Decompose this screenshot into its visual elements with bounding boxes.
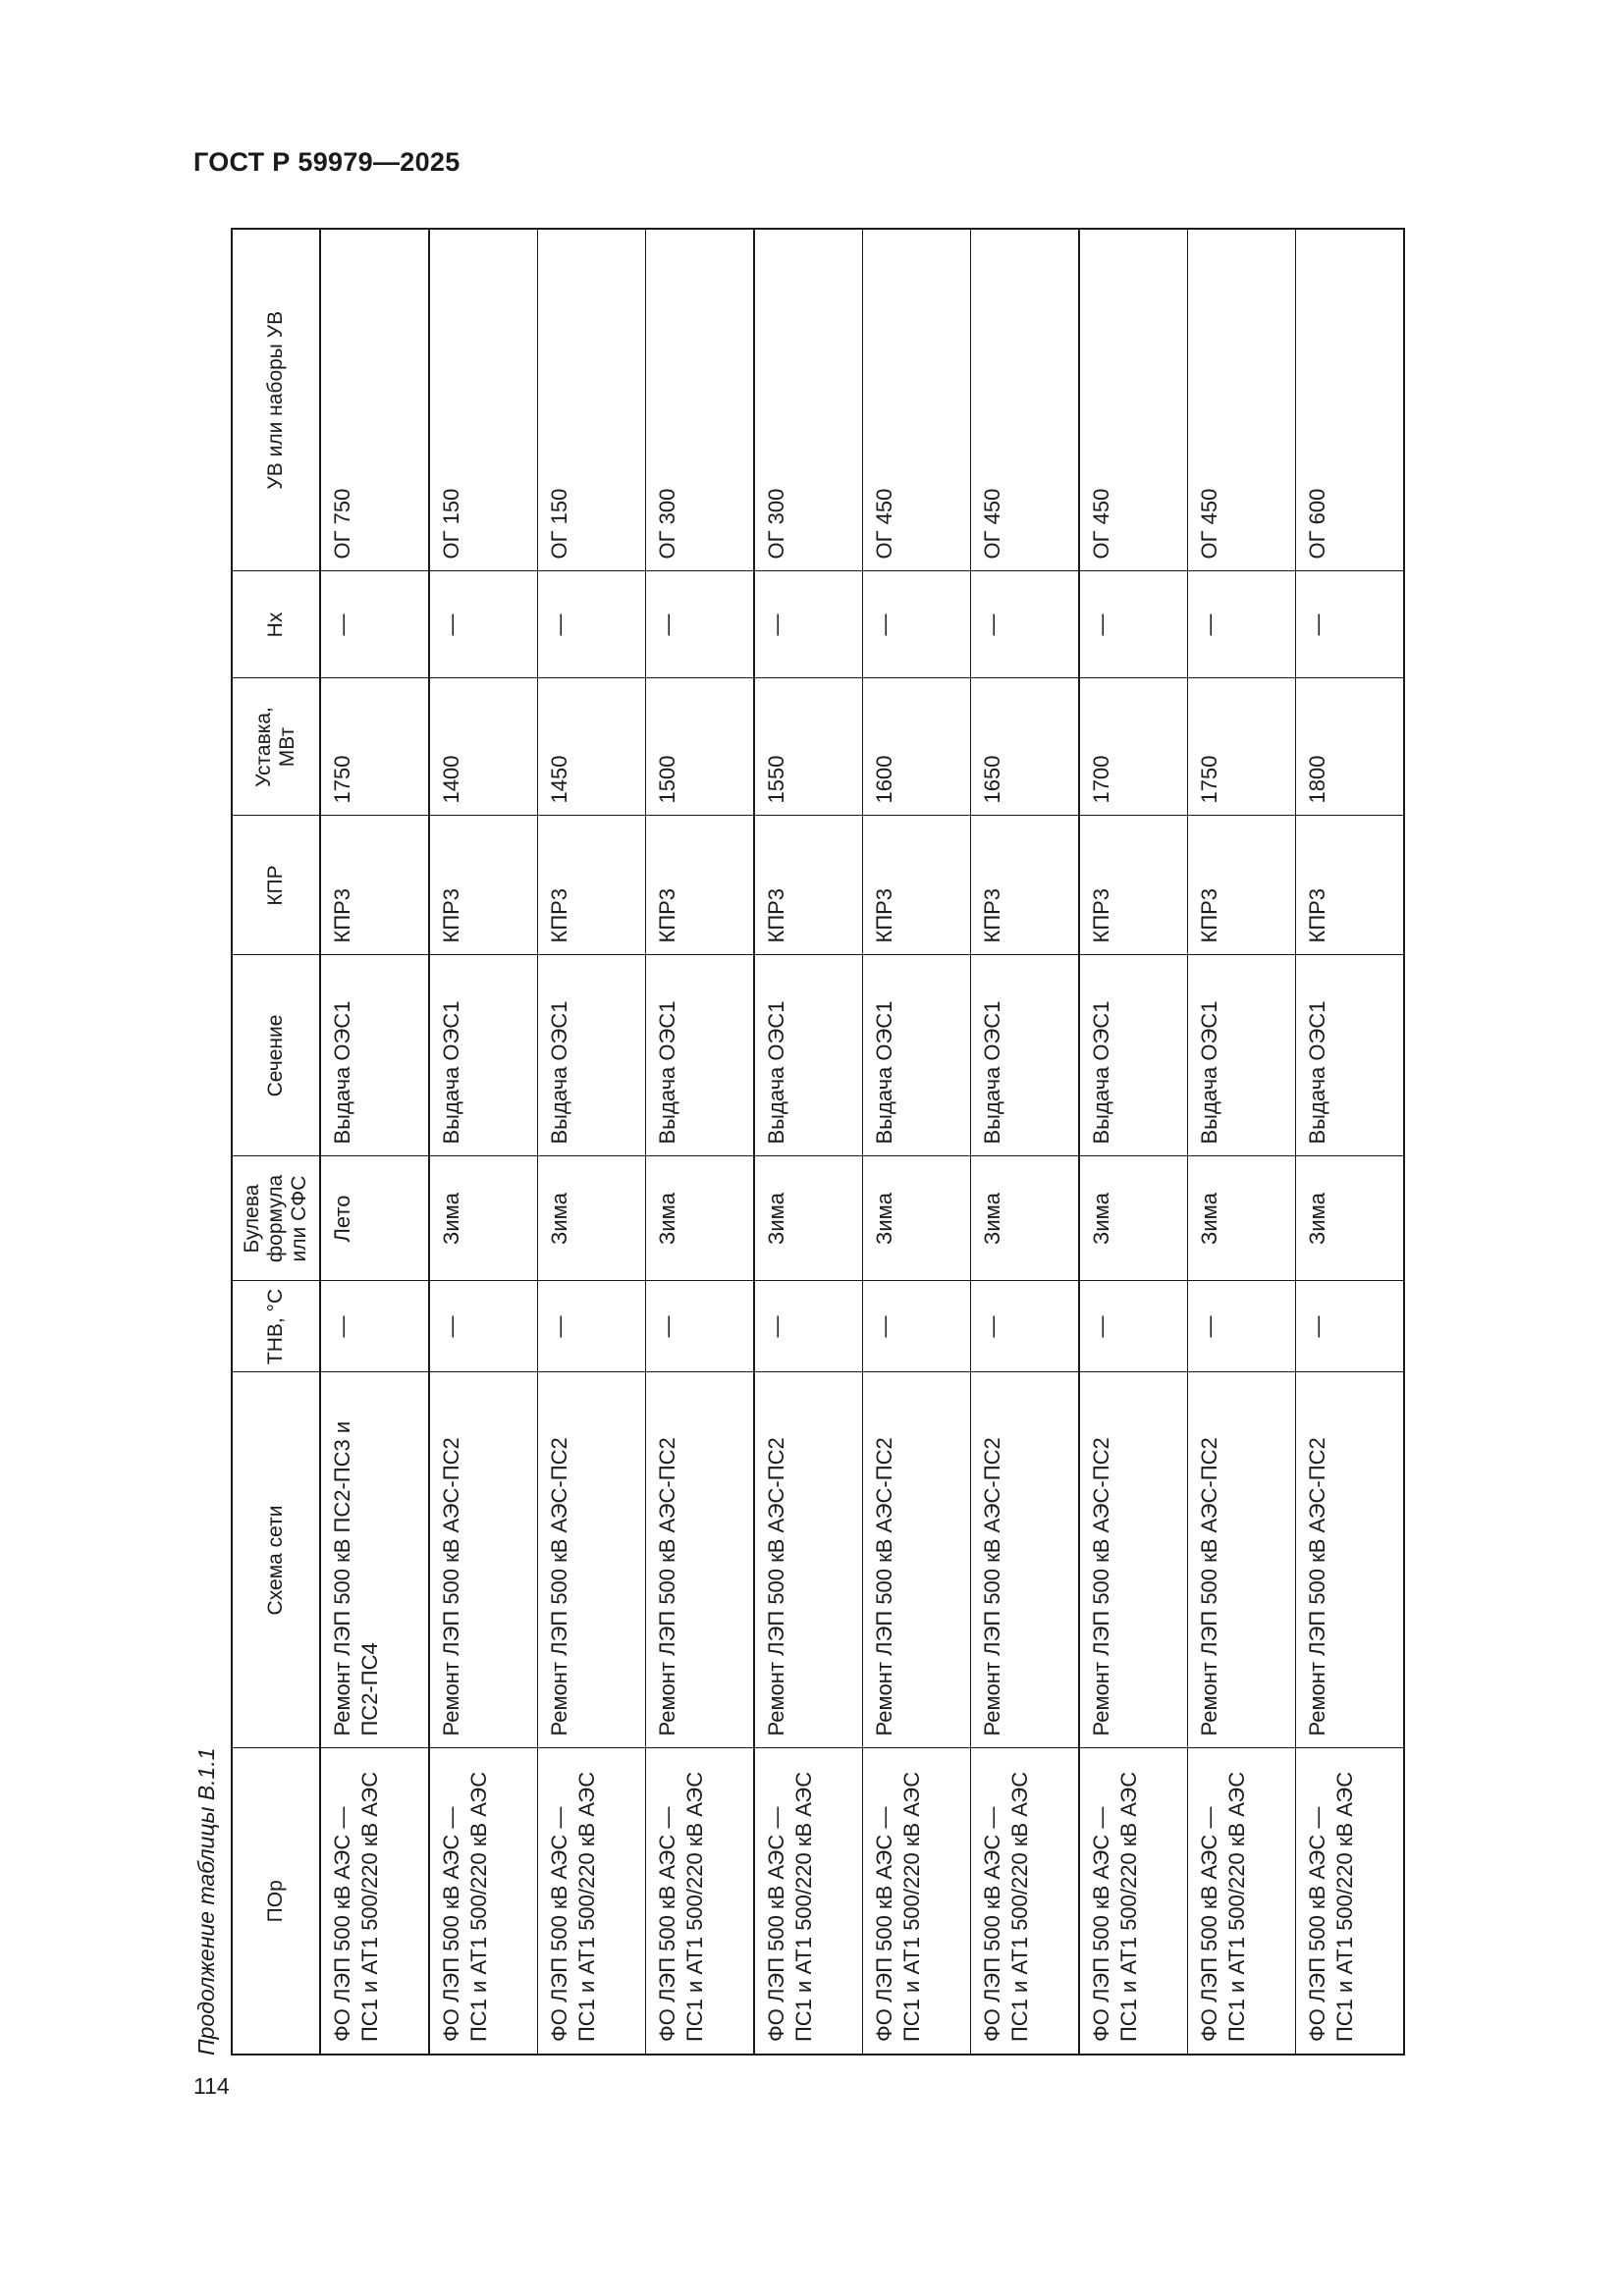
cell-nx: — (320, 571, 429, 678)
table-row (320, 229, 429, 2055)
header-uv: УВ или наборы УВ (232, 229, 320, 571)
cell-kpr: КПР3 (971, 816, 1080, 955)
table-row (863, 229, 971, 2055)
table-row (1079, 229, 1188, 2055)
cell-setpoint: 1400 (429, 678, 538, 816)
cell-scheme: Ремонт ЛЭП 500 кВ АЭС-ПС2 (646, 1372, 755, 1748)
header-setpoint: Уставка, МВт (232, 678, 320, 816)
cell-scheme: Ремонт ЛЭП 500 кВ АЭС-ПС2 (754, 1372, 863, 1748)
table-row (429, 229, 538, 2055)
cell-uv: ОГ 450 (1188, 229, 1296, 571)
cell-setpoint: 1800 (1296, 678, 1405, 816)
header-tnv: ТНВ, °С (232, 1281, 320, 1372)
cell-tnv: — (320, 1281, 429, 1372)
cell-scheme: Ремонт ЛЭП 500 кВ АЭС-ПС2 (538, 1372, 646, 1748)
cell-setpoint: 1650 (971, 678, 1080, 816)
cell-kpr: КПР3 (1079, 816, 1188, 955)
cell-section: Выдача ОЭС1 (971, 955, 1080, 1156)
table-caption: Продолжение таблицы В.1.1 (193, 1747, 219, 2056)
cell-setpoint: 1600 (863, 678, 971, 816)
cell-section: Выдача ОЭС1 (1296, 955, 1405, 1156)
cell-bool-formula: Зима (863, 1156, 971, 1281)
page-number: 114 (193, 2073, 230, 2099)
header-por: ПОр (232, 1748, 320, 2055)
cell-tnv: — (971, 1281, 1080, 1372)
cell-por: ФО ЛЭП 500 кВ АЭС — ПС1 и АТ1 500/220 кВ АЭС (1296, 1748, 1405, 2055)
cell-por: ФО ЛЭП 500 кВ АЭС — ПС1 и АТ1 500/220 кВ АЭС (1079, 1748, 1188, 2055)
table-header-row (232, 229, 320, 2055)
cell-section: Выдача ОЭС1 (1188, 955, 1296, 1156)
cell-nx: — (538, 571, 646, 678)
cell-kpr: КПР3 (1188, 816, 1296, 955)
cell-bool-formula: Зима (538, 1156, 646, 1281)
cell-kpr: КПР3 (646, 816, 755, 955)
header-kpr: КПР (232, 816, 320, 955)
cell-tnv: — (1188, 1281, 1296, 1372)
cell-por: ФО ЛЭП 500 кВ АЭС — ПС1 и АТ1 500/220 кВ АЭС (863, 1748, 971, 2055)
cell-kpr: КПР3 (538, 816, 646, 955)
cell-bool-formula: Зима (429, 1156, 538, 1281)
cell-nx: — (1296, 571, 1405, 678)
cell-bool-formula: Зима (1188, 1156, 1296, 1281)
cell-scheme: Ремонт ЛЭП 500 кВ АЭС-ПС2 (863, 1372, 971, 1748)
cell-uv: ОГ 150 (429, 229, 538, 571)
cell-setpoint: 1700 (1079, 678, 1188, 816)
cell-tnv: — (863, 1281, 971, 1372)
cell-uv: ОГ 600 (1296, 229, 1405, 571)
cell-scheme: Ремонт ЛЭП 500 кВ АЭС-ПС2 (429, 1372, 538, 1748)
cell-setpoint: 1750 (1188, 678, 1296, 816)
cell-nx: — (429, 571, 538, 678)
table-row (754, 229, 863, 2055)
cell-tnv: — (429, 1281, 538, 1372)
cell-scheme: Ремонт ЛЭП 500 кВ ПС2-ПС3 и ПС2-ПС4 (320, 1372, 429, 1748)
cell-por: ФО ЛЭП 500 кВ АЭС — ПС1 и АТ1 500/220 кВ АЭС (320, 1748, 429, 2055)
cell-section: Выдача ОЭС1 (538, 955, 646, 1156)
cell-bool-formula: Лето (320, 1156, 429, 1281)
cell-section: Выдача ОЭС1 (320, 955, 429, 1156)
cell-nx: — (1079, 571, 1188, 678)
cell-scheme: Ремонт ЛЭП 500 кВ АЭС-ПС2 (1079, 1372, 1188, 1748)
cell-setpoint: 1550 (754, 678, 863, 816)
header-nx: Нх (232, 571, 320, 678)
cell-section: Выдача ОЭС1 (1079, 955, 1188, 1156)
cell-scheme: Ремонт ЛЭП 500 кВ АЭС-ПС2 (1188, 1372, 1296, 1748)
cell-por: ФО ЛЭП 500 кВ АЭС — ПС1 и АТ1 500/220 кВ АЭС (429, 1748, 538, 2055)
cell-uv: ОГ 750 (320, 229, 429, 571)
cell-bool-formula: Зима (1079, 1156, 1188, 1281)
cell-scheme: Ремонт ЛЭП 500 кВ АЭС-ПС2 (971, 1372, 1080, 1748)
cell-tnv: — (754, 1281, 863, 1372)
cell-kpr: КПР3 (863, 816, 971, 955)
header-bool-formula: Булева формула или СФС (232, 1156, 320, 1281)
cell-setpoint: 1750 (320, 678, 429, 816)
cell-tnv: — (646, 1281, 755, 1372)
cell-uv: ОГ 450 (863, 229, 971, 571)
document-header: ГОСТ Р 59979—2025 (193, 147, 460, 177)
table-row (1188, 229, 1296, 2055)
cell-bool-formula: Зима (1296, 1156, 1405, 1281)
cell-section: Выдача ОЭС1 (863, 955, 971, 1156)
data-table (231, 228, 1405, 2056)
cell-bool-formula: Зима (646, 1156, 755, 1281)
cell-uv: ОГ 150 (538, 229, 646, 571)
cell-uv: ОГ 300 (646, 229, 755, 571)
cell-bool-formula: Зима (971, 1156, 1080, 1281)
table-row (1296, 229, 1405, 2055)
cell-kpr: КПР3 (1296, 816, 1405, 955)
cell-section: Выдача ОЭС1 (429, 955, 538, 1156)
cell-tnv: — (1296, 1281, 1405, 1372)
cell-setpoint: 1500 (646, 678, 755, 816)
table-row (538, 229, 646, 2055)
header-section: Сечение (232, 955, 320, 1156)
cell-uv: ОГ 450 (1079, 229, 1188, 571)
cell-por: ФО ЛЭП 500 кВ АЭС — ПС1 и АТ1 500/220 кВ АЭС (538, 1748, 646, 2055)
header-scheme: Схема сети (232, 1372, 320, 1748)
cell-nx: — (754, 571, 863, 678)
cell-nx: — (971, 571, 1080, 678)
cell-por: ФО ЛЭП 500 кВ АЭС — ПС1 и АТ1 500/220 кВ АЭС (971, 1748, 1080, 2055)
rotated-table-block (193, 230, 1409, 2056)
table-row (646, 229, 755, 2055)
cell-section: Выдача ОЭС1 (754, 955, 863, 1156)
cell-nx: — (863, 571, 971, 678)
cell-section: Выдача ОЭС1 (646, 955, 755, 1156)
cell-kpr: КПР3 (320, 816, 429, 955)
cell-tnv: — (1079, 1281, 1188, 1372)
cell-por: ФО ЛЭП 500 кВ АЭС — ПС1 и АТ1 500/220 кВ АЭС (646, 1748, 755, 2055)
cell-bool-formula: Зима (754, 1156, 863, 1281)
cell-kpr: КПР3 (754, 816, 863, 955)
cell-nx: — (646, 571, 755, 678)
cell-nx: — (1188, 571, 1296, 678)
table-row (971, 229, 1080, 2055)
cell-kpr: КПР3 (429, 816, 538, 955)
cell-por: ФО ЛЭП 500 кВ АЭС — ПС1 и АТ1 500/220 кВ АЭС (1188, 1748, 1296, 2055)
cell-por: ФО ЛЭП 500 кВ АЭС — ПС1 и АТ1 500/220 кВ АЭС (754, 1748, 863, 2055)
cell-setpoint: 1450 (538, 678, 646, 816)
cell-uv: ОГ 450 (971, 229, 1080, 571)
cell-uv: ОГ 300 (754, 229, 863, 571)
cell-scheme: Ремонт ЛЭП 500 кВ АЭС-ПС2 (1296, 1372, 1405, 1748)
cell-tnv: — (538, 1281, 646, 1372)
